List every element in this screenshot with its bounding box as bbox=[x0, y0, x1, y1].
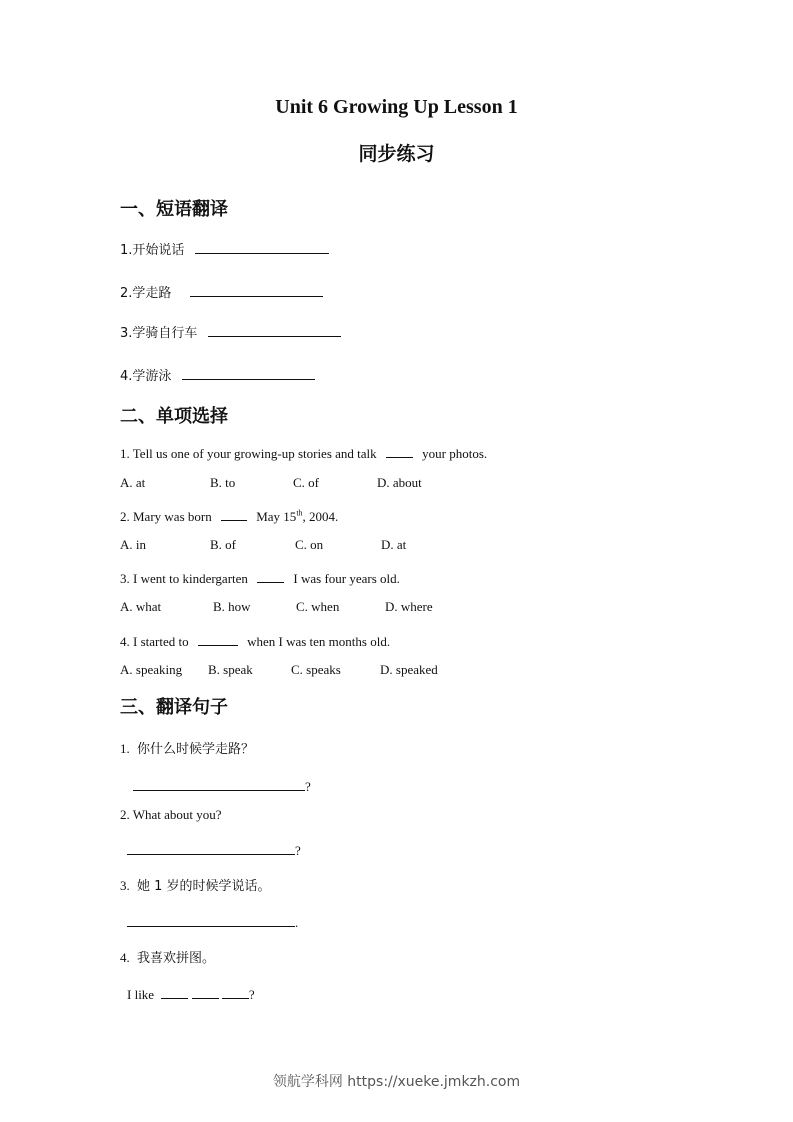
mc-options-3 bbox=[0, 599, 793, 615]
phrase-item-3 bbox=[120, 322, 341, 341]
mc-question-2 bbox=[120, 506, 338, 525]
translate-q1-text: 你什么时候学走路？ bbox=[137, 742, 255, 757]
section3-heading: 三、翻译句子 bbox=[120, 697, 228, 718]
mc3-option-c[interactable]: C. when bbox=[296, 599, 340, 614]
translate-answer-2 bbox=[127, 840, 301, 859]
mc3-option-b[interactable]: B. how bbox=[213, 599, 251, 614]
translate-answer-1-blank[interactable] bbox=[133, 776, 305, 791]
phrase-item-2-label: 2.学走路 bbox=[120, 286, 172, 301]
answer-blank-2[interactable] bbox=[190, 282, 323, 297]
mc2-option-d[interactable]: D. at bbox=[381, 537, 407, 552]
translate-answer-1 bbox=[133, 776, 311, 795]
mc-options-1 bbox=[0, 475, 793, 491]
translate-question-1 bbox=[120, 738, 254, 757]
mc2-option-c[interactable]: C. on bbox=[295, 537, 324, 552]
mc-question-2-blank bbox=[221, 506, 247, 521]
translate-answer-4-blank-3[interactable] bbox=[222, 984, 249, 999]
mc-question-3 bbox=[120, 568, 400, 587]
translate-answer-3 bbox=[127, 912, 298, 931]
phrase-item-4 bbox=[120, 365, 315, 384]
mc4-option-b[interactable]: B. speak bbox=[208, 662, 253, 677]
mc-question-2-text-end: , 2004. bbox=[302, 509, 339, 524]
mc3-option-a[interactable]: A. what bbox=[120, 599, 162, 614]
mc-question-1-text: 1. Tell us one of your growing-up stories and talk bbox=[120, 446, 377, 461]
translate-question-2: 2. What about you? bbox=[120, 807, 222, 822]
mc-options-2 bbox=[0, 537, 793, 553]
phrase-item-3-label: 3.学骑自行车 bbox=[120, 326, 198, 341]
document-subtitle: 同步练习 bbox=[358, 143, 435, 165]
translate-q1-number: 1. bbox=[120, 741, 130, 756]
translate-question-4 bbox=[120, 947, 215, 966]
mc-question-2-sup: th bbox=[296, 508, 303, 518]
mc2-option-a[interactable]: A. in bbox=[120, 537, 146, 552]
mc1-option-d[interactable]: D. about bbox=[377, 475, 422, 490]
translate-answer-4 bbox=[127, 984, 255, 1003]
answer-blank-1[interactable] bbox=[195, 239, 329, 254]
translate-q3-number: 3. bbox=[120, 878, 130, 893]
phrase-item-2 bbox=[120, 282, 323, 301]
translate-q4-number: 4. bbox=[120, 950, 130, 965]
mc-question-3-text-end: I was four years old. bbox=[293, 571, 400, 586]
mc-question-3-text: 3. I went to kindergarten bbox=[120, 571, 248, 586]
translate-answer-3-blank[interactable] bbox=[127, 912, 295, 927]
footer-watermark: 领航学科网 https://xueke.jmkzh.com bbox=[272, 1074, 521, 1090]
phrase-item-1-label: 1.开始说话 bbox=[120, 243, 185, 258]
translate-answer-4-end: ? bbox=[248, 987, 255, 1002]
section2-heading: 二、单项选择 bbox=[120, 406, 228, 427]
mc1-option-c[interactable]: C. of bbox=[293, 475, 319, 490]
mc-question-1 bbox=[120, 443, 487, 462]
mc2-option-b[interactable]: B. of bbox=[210, 537, 236, 552]
mc-question-4-text: 4. I started to bbox=[120, 634, 189, 649]
mc1-option-b[interactable]: B. to bbox=[210, 475, 236, 490]
mc1-option-a[interactable]: A. at bbox=[120, 475, 146, 490]
mc-question-4-text-end: when I was ten months old. bbox=[247, 634, 391, 649]
mc-question-2-text: 2. Mary was born bbox=[120, 509, 212, 524]
translate-answer-2-blank[interactable] bbox=[127, 840, 295, 855]
translate-answer-4-blank-2[interactable] bbox=[192, 984, 219, 999]
section1-heading: 一、短语翻译 bbox=[120, 199, 228, 220]
document-title: Unit 6 Growing Up Lesson 1 bbox=[275, 96, 518, 118]
mc-question-1-text-end: your photos. bbox=[422, 446, 488, 461]
translate-q3-text: 她 1 岁的时候学说话。 bbox=[137, 879, 271, 894]
translate-answer-4-start: I like bbox=[127, 987, 155, 1002]
phrase-item-1 bbox=[120, 239, 329, 258]
mc-question-4-blank bbox=[198, 631, 238, 646]
answer-blank-4[interactable] bbox=[182, 365, 315, 380]
translate-answer-1-end: ? bbox=[305, 779, 311, 794]
phrase-item-4-label: 4.学游泳 bbox=[120, 369, 172, 384]
translate-question-3 bbox=[120, 875, 271, 894]
translate-q4-text: 我喜欢拼图。 bbox=[137, 951, 216, 966]
mc-question-2-date: May 15 bbox=[256, 509, 297, 524]
mc4-option-d[interactable]: D. speaked bbox=[380, 662, 438, 677]
translate-answer-2-end: ? bbox=[295, 843, 301, 858]
translate-answer-3-end: . bbox=[295, 915, 299, 930]
mc-question-1-blank bbox=[386, 443, 413, 458]
translate-answer-4-blank-1[interactable] bbox=[161, 984, 188, 999]
answer-blank-3[interactable] bbox=[208, 322, 341, 337]
mc-question-4 bbox=[120, 631, 390, 650]
mc-question-3-blank bbox=[257, 568, 284, 583]
mc4-option-a[interactable]: A. speaking bbox=[120, 662, 183, 677]
mc4-option-c[interactable]: C. speaks bbox=[291, 662, 341, 677]
mc-options-4 bbox=[0, 662, 793, 678]
mc3-option-d[interactable]: D. where bbox=[385, 599, 433, 614]
